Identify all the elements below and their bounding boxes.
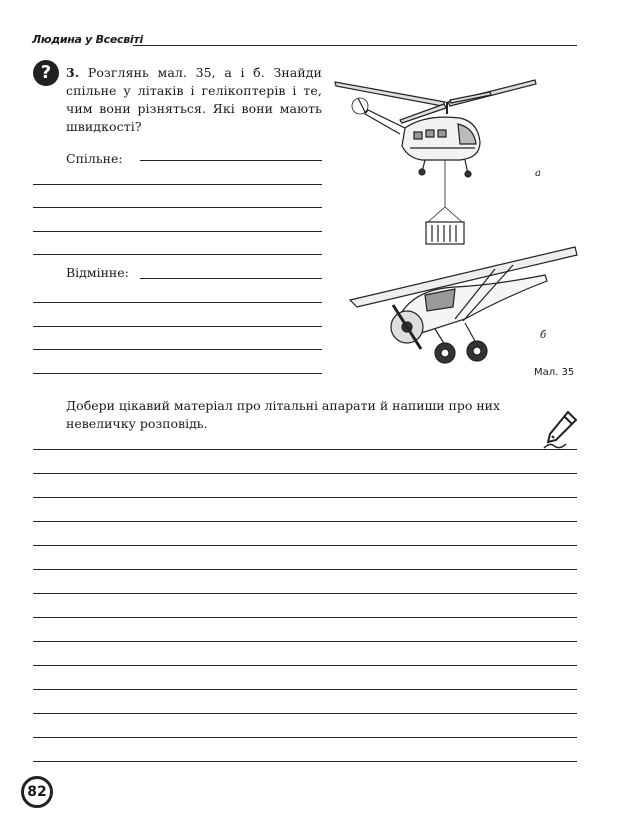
question-number: 3. (66, 65, 80, 80)
helicopter-illustration (330, 62, 540, 252)
header-rule (133, 45, 577, 46)
answer-line[interactable] (33, 349, 322, 350)
writing-line[interactable] (33, 761, 577, 762)
writing-line[interactable] (33, 737, 577, 738)
answer-line[interactable] (33, 254, 322, 255)
writing-line[interactable] (33, 569, 577, 570)
pen-icon (540, 408, 580, 452)
different-label: Відмінне: (66, 265, 129, 280)
writing-line[interactable] (33, 473, 577, 474)
page-number: 82 (21, 776, 53, 808)
airplane-illustration (345, 245, 580, 375)
answer-line[interactable] (33, 326, 322, 327)
task2-text: Добери цікавий матеріал про літальні апарати й напиши про них невеличку розповідь. (66, 398, 501, 431)
answer-line[interactable] (33, 302, 322, 303)
figure-label-a: а (535, 168, 541, 179)
writing-line[interactable] (33, 713, 577, 714)
writing-line[interactable] (33, 665, 577, 666)
writing-line[interactable] (33, 545, 577, 546)
writing-line[interactable] (33, 521, 577, 522)
writing-line[interactable] (33, 689, 577, 690)
writing-line[interactable] (33, 497, 577, 498)
answer-line[interactable] (33, 184, 322, 185)
answer-line[interactable] (33, 373, 322, 374)
answer-line[interactable] (33, 207, 322, 208)
question-icon: ? (33, 60, 59, 86)
figure-label-b: б (540, 330, 547, 341)
writing-line[interactable] (33, 593, 577, 594)
answer-line[interactable] (33, 231, 322, 232)
header-title: Людина у Всесвіті (32, 33, 143, 46)
writing-line[interactable] (33, 641, 577, 642)
common-label: Спільне: (66, 151, 123, 166)
writing-line[interactable] (33, 449, 577, 450)
answer-line[interactable] (140, 160, 322, 161)
question-body: Розглянь мал. 35, а і б. Знайди спільне у літаків і гелікоптерів і те, чим вони різняться. Які вони мають швидкості? (66, 65, 322, 134)
answer-line[interactable] (140, 278, 322, 279)
writing-line[interactable] (33, 617, 577, 618)
question-text (66, 64, 322, 136)
figure-caption: Мал. 35 (534, 367, 575, 378)
